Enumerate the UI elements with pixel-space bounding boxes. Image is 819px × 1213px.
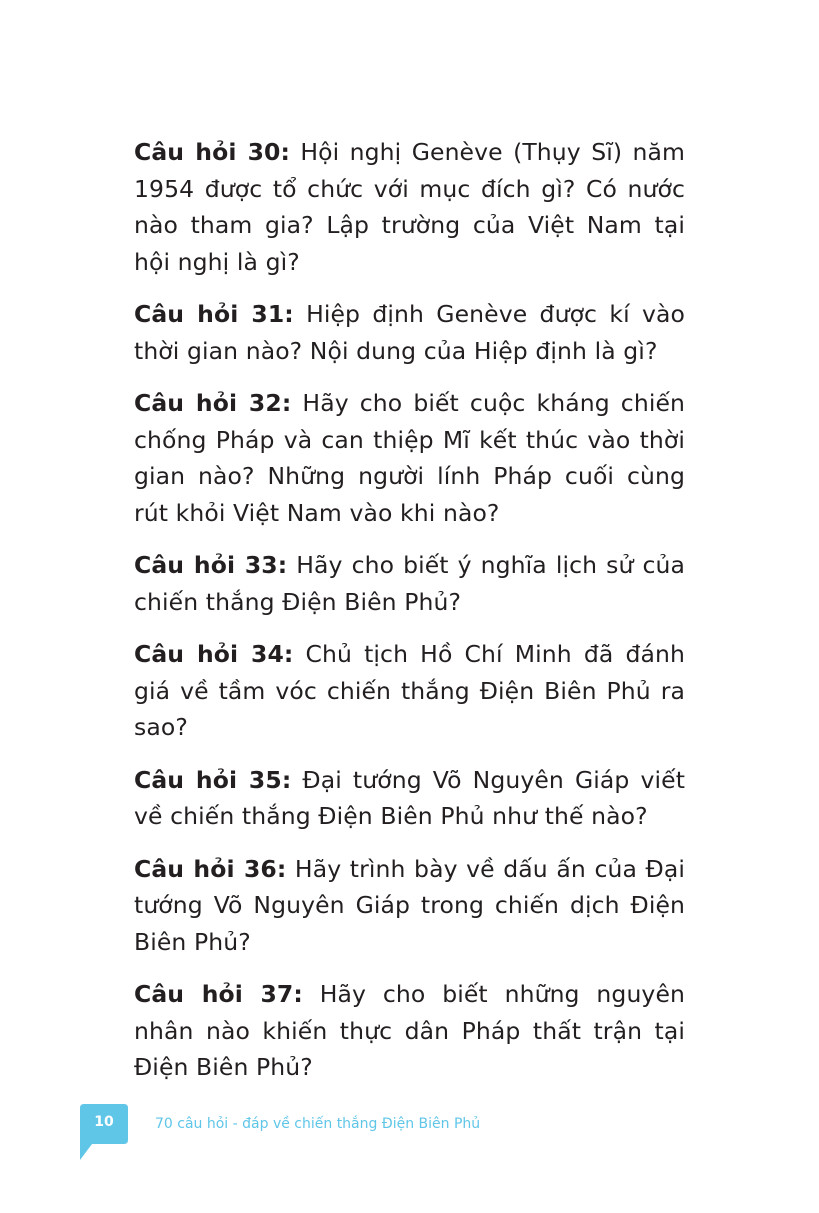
question-label: Câu hỏi 33: <box>134 551 288 579</box>
book-title: 70 câu hỏi - đáp về chiến thắng Điện Biên Phủ <box>155 1116 481 1132</box>
question-label: Câu hỏi 31: <box>134 300 294 328</box>
question-label: Câu hỏi 35: <box>134 765 292 794</box>
question-text: Hội nghị Genève (Thụy Sĩ) năm 1954 được tổ chức với mục đích gì? Có nước nào tham gia? Lập trường của Việt Nam tại hội nghị là gì? <box>134 138 685 276</box>
question-33 <box>134 547 685 620</box>
question-label: Câu hỏi 30: <box>134 138 290 166</box>
question-label: Câu hỏi 32: <box>134 389 292 417</box>
question-31 <box>134 296 685 369</box>
question-label: Câu hỏi 36: <box>134 854 287 883</box>
page-footer <box>80 1104 680 1164</box>
question-35 <box>134 762 685 835</box>
speech-bubble-icon <box>80 1104 128 1160</box>
question-text: Hãy cho biết những nguyên nhân nào khiến thực dân Pháp thất trận tại Điện Biên Phủ? <box>134 980 685 1081</box>
question-37 <box>134 976 685 1086</box>
question-text: Hiệp định Genève được kí vào thời gian nào? Nội dung của Hiệp định là gì? <box>134 300 685 365</box>
question-30 <box>134 134 685 280</box>
question-36 <box>134 851 685 961</box>
question-34 <box>134 636 685 746</box>
question-text: Hãy cho biết cuộc kháng chiến chống Pháp và can thiệp Mĩ kết thúc vào thời gian nào? Những người lính Pháp cuối cùng rút khỏi Việt Nam vào khi nào? <box>134 389 686 527</box>
page-number: 10 <box>94 1114 114 1130</box>
question-text: Hãy trình bày về dấu ấn của Đại tướng Võ Nguyên Giáp trong chiến dịch Điện Biên Phủ? <box>134 854 685 956</box>
question-text: Chủ tịch Hồ Chí Minh đã đánh giá về tầm vóc chiến thắng Điện Biên Phủ ra sao? <box>134 640 685 741</box>
question-32 <box>134 385 685 531</box>
question-list <box>134 134 685 1102</box>
question-text: Đại tướng Võ Nguyên Giáp viết về chiến thắng Điện Biên Phủ như thế nào? <box>134 765 686 830</box>
question-text: Hãy cho biết ý nghĩa lịch sử của chiến thắng Điện Biên Phủ? <box>134 551 686 616</box>
question-label: Câu hỏi 37: <box>134 980 303 1008</box>
question-label: Câu hỏi 34: <box>134 640 294 668</box>
